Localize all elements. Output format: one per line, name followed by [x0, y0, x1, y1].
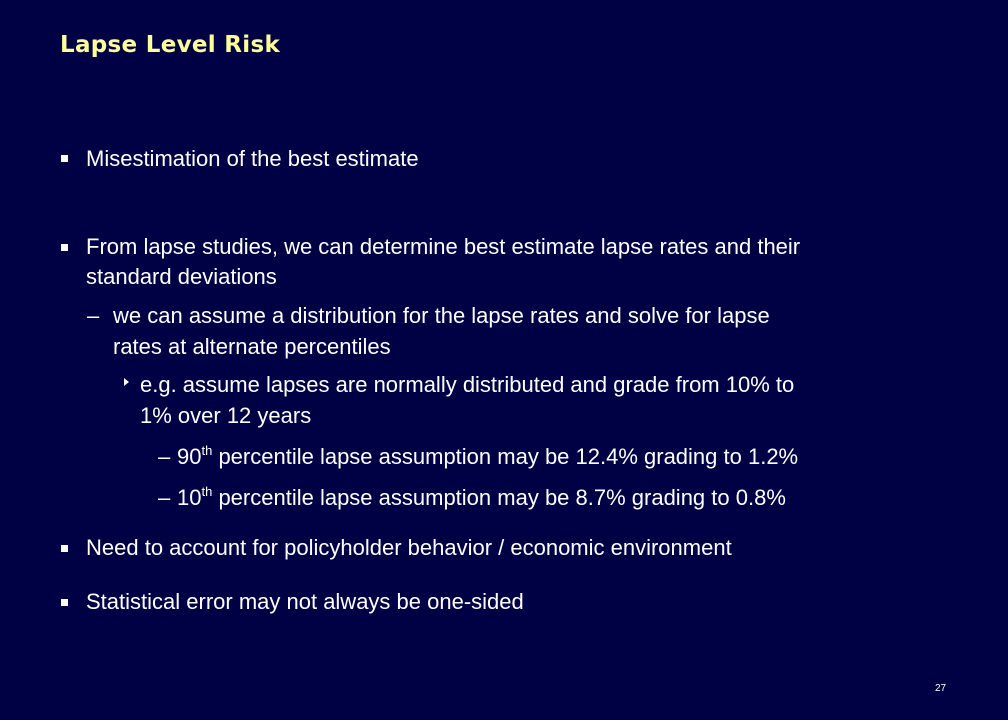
triangle-bullet-icon [124, 378, 129, 386]
percentile-90-line [177, 441, 798, 472]
square-bullet-icon [61, 155, 68, 162]
sub-bullet-distribution-line2: rates at alternate percentiles [113, 334, 391, 359]
square-bullet-icon [61, 244, 68, 251]
bullet-statistical-error: Statistical error may not always be one-sided [86, 589, 524, 614]
bullet-lapse-studies-line1: From lapse studies, we can determine best estimate lapse rates and their [86, 234, 801, 259]
page-number: 27 [935, 683, 947, 694]
sub-bullet-distribution-line1: we can assume a distribution for the lapse rates and solve for lapse [113, 303, 770, 328]
percentile-90-text: percentile lapse assumption may be 12.4% grading to 1.2% [212, 444, 799, 469]
percentile-10-suffix: th [201, 484, 213, 499]
percentile-10-line [177, 482, 786, 513]
sub-sub-bullet-example-line2: 1% over 12 years [140, 403, 312, 428]
percentile-10-number: 10 [177, 485, 202, 510]
bullet-lapse-studies-line2: standard deviations [86, 264, 277, 289]
slide-title: Lapse Level Risk [60, 32, 281, 58]
dash-bullet: – [158, 485, 171, 510]
percentile-10-text: percentile lapse assumption may be 8.7% grading to 0.8% [212, 485, 786, 510]
percentile-90-number: 90 [177, 444, 202, 469]
square-bullet-icon [61, 545, 68, 552]
bullet-misestimation: Misestimation of the best estimate [86, 146, 419, 171]
percentile-90-suffix: th [201, 443, 213, 458]
dash-bullet: – [158, 444, 171, 469]
bullet-policyholder-behavior: Need to account for policyholder behavior / economic environment [86, 535, 732, 560]
square-bullet-icon [61, 599, 68, 606]
sub-sub-bullet-example-line1: e.g. assume lapses are normally distributed and grade from 10% to [140, 372, 795, 397]
dash-bullet: – [87, 303, 100, 328]
